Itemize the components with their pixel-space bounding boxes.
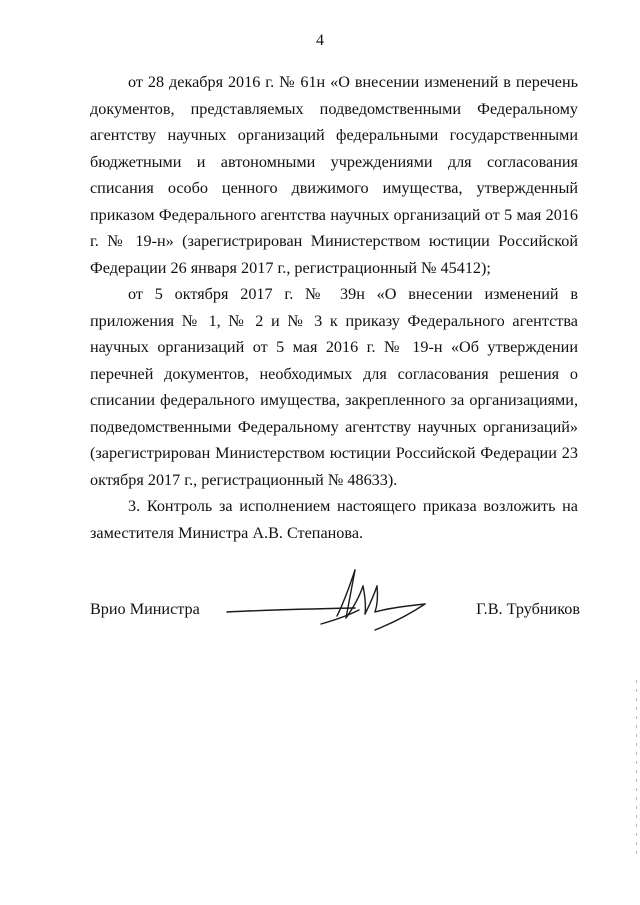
signatory-title: Врио Министра xyxy=(90,600,200,618)
signatory-name: Г.В. Трубников xyxy=(476,600,580,618)
handwritten-signature xyxy=(225,564,435,644)
paragraph-order-61n: от 28 декабря 2016 г. № 61н «О внесении изменений в перечень документов, представляемых подведомственными Федеральному агентству научных организаций федеральными государственными бюджетными и автономными учреждениями для согласования списания особо ценного движимого имущества, утвержденный приказом Федерального агентства научных организаций от 5 мая 2016 г. № 19-н» (зарегистрирован Министерством юстиции Российской Федерации 26 января 2017 г., регистрационный № 45412); xyxy=(90,73,578,277)
paragraph-control-clause: 3. Контроль за исполнением настоящего приказа возложить на заместителя Министра А.В. Степанова. xyxy=(90,497,578,542)
scan-edge-artifact xyxy=(635,680,638,860)
document-body xyxy=(90,69,578,546)
signature-block xyxy=(90,564,580,644)
paragraph-order-39n: от 5 октября 2017 г. № 39н «О внесении изменений в приложения № 1, № 2 и № 3 к приказу Федерального агентства научных организаций от 5 мая 2016 г. № 19-н «Об утверждении перечней документов, необходимых для согласования решения о списании федерального имущества, закрепленного за организациями, подведомственными Федеральному агентству научных организаций» (зарегистрирован Министерством юстиции Российской Федерации 23 октября 2017 г., регистрационный № 48633). xyxy=(90,285,578,489)
page-number: 4 xyxy=(316,32,324,49)
